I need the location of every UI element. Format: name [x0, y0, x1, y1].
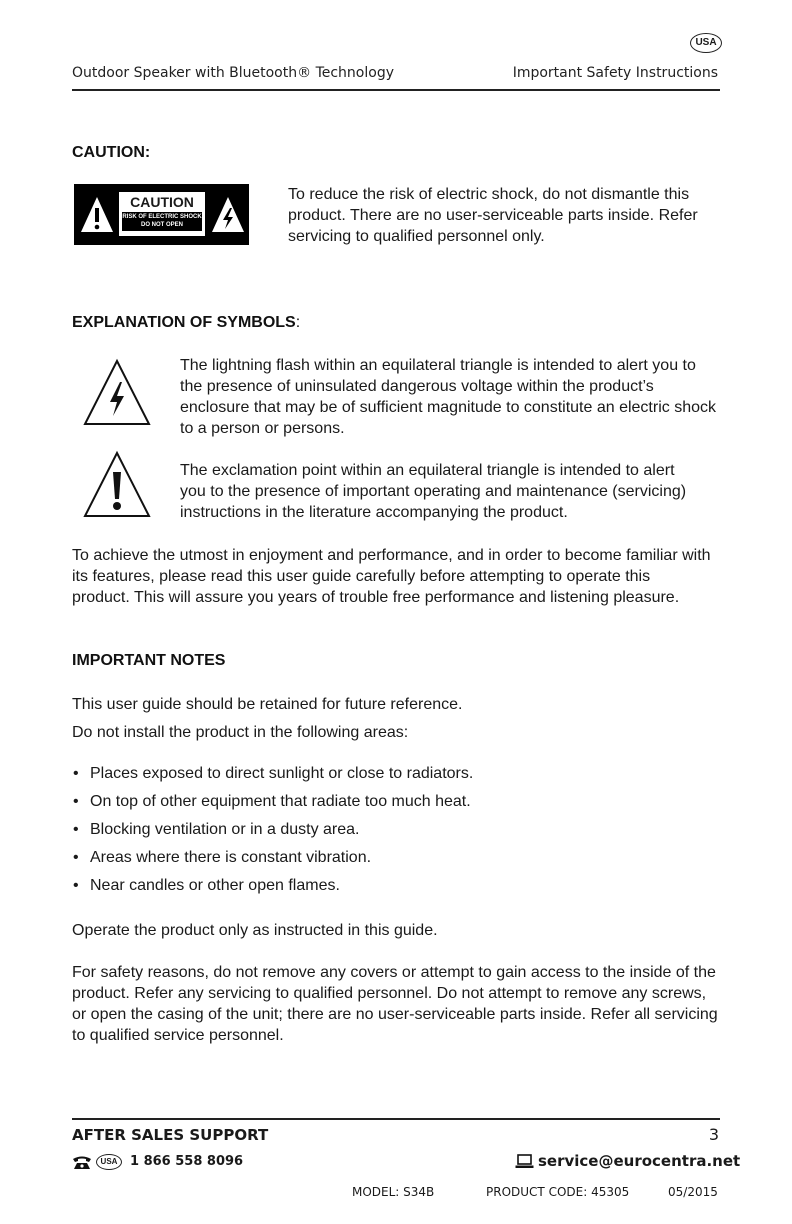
support-phone: 1 866 558 8096 [130, 1154, 244, 1169]
caution-heading: CAUTION: [72, 144, 151, 161]
support-title: AFTER SALES SUPPORT [72, 1126, 269, 1144]
usa-badge: USA [690, 33, 722, 53]
footer-rule [72, 1118, 720, 1120]
list-item: • On top of other equipment that radiate too much heat. [73, 793, 471, 810]
intro-paragraph: To achieve the utmost in enjoyment and performance, and in order to become familiar with its features, please read this user guide carefully before attempting to operate this product. This will assure you years of trouble free performance and listening pleasure. [72, 547, 711, 606]
exclamation-text: The exclamation point within an equilateral triangle is intended to alert you to the presence of important operating and maintenance (servicing) instructions in the literature accompanying the product. [180, 462, 687, 521]
symbols-heading [72, 314, 300, 332]
symbols-heading-text: EXPLANATION OF SYMBOLS [72, 314, 296, 331]
header-rule [72, 89, 720, 91]
caution-label-box [119, 192, 205, 236]
lightning-triangle-icon [82, 358, 152, 428]
model-number: MODEL: S34B [352, 1185, 435, 1199]
retain-note: This user guide should be retained for future reference. [72, 696, 463, 713]
telephone-icon [72, 1155, 92, 1170]
caution-label [74, 184, 249, 245]
operate-note: Operate the product only as instructed in this guide. [72, 922, 438, 939]
footer-usa-badge: USA [96, 1154, 122, 1170]
exclamation-triangle-icon [82, 450, 152, 520]
symbols-heading-colon: : [295, 314, 301, 331]
areas-list [72, 760, 473, 900]
lightning-warning-icon [211, 196, 245, 234]
laptop-icon [515, 1154, 534, 1169]
lightning-text: The lightning flash within an equilateral triangle is intended to alert you to the presence of uninsulated dangerous voltage within the product’s enclosure that may be of sufficient magnitude to constitute an electric shock to a person or persons. [180, 357, 716, 437]
caution-text: To reduce the risk of electric shock, do not dismantle this product. There are no user-serviceable parts inside. Refer servicing to qualified personnel only. [288, 186, 698, 245]
list-item: • Near candles or other open flames. [73, 877, 340, 894]
page-number: 3 [708, 1125, 719, 1144]
caution-label-line1: RISK OF ELECTRIC SHOCK [122, 214, 202, 220]
section-title: Important Safety Instructions [512, 65, 718, 81]
list-item: • Blocking ventilation or in a dusty area. [73, 821, 360, 838]
notes-heading: IMPORTANT NOTES [72, 652, 226, 669]
safety-paragraph: For safety reasons, do not remove any covers or attempt to gain access to the inside of the product. Refer any servicing to qualified personnel. Do not attempt to remove any screws, or open the casing of the unit; there are no user-serviceable parts inside. Refer all servicing to qualified service personnel. [72, 964, 718, 1044]
areas-intro: Do not install the product in the following areas: [72, 724, 409, 741]
product-title: Outdoor Speaker with Bluetooth® Technology [72, 65, 394, 81]
list-item: • Areas where there is constant vibration. [73, 849, 372, 866]
support-email: service@eurocentra.net [538, 1152, 741, 1170]
caution-label-title: CAUTION [130, 194, 194, 210]
exclamation-warning-icon [80, 196, 114, 234]
list-item: • Places exposed to direct sunlight or close to radiators. [73, 765, 474, 782]
caution-label-line2: DO NOT OPEN [140, 222, 183, 228]
product-code: PRODUCT CODE: 45305 [486, 1185, 630, 1199]
publication-date: 05/2015 [668, 1185, 718, 1199]
